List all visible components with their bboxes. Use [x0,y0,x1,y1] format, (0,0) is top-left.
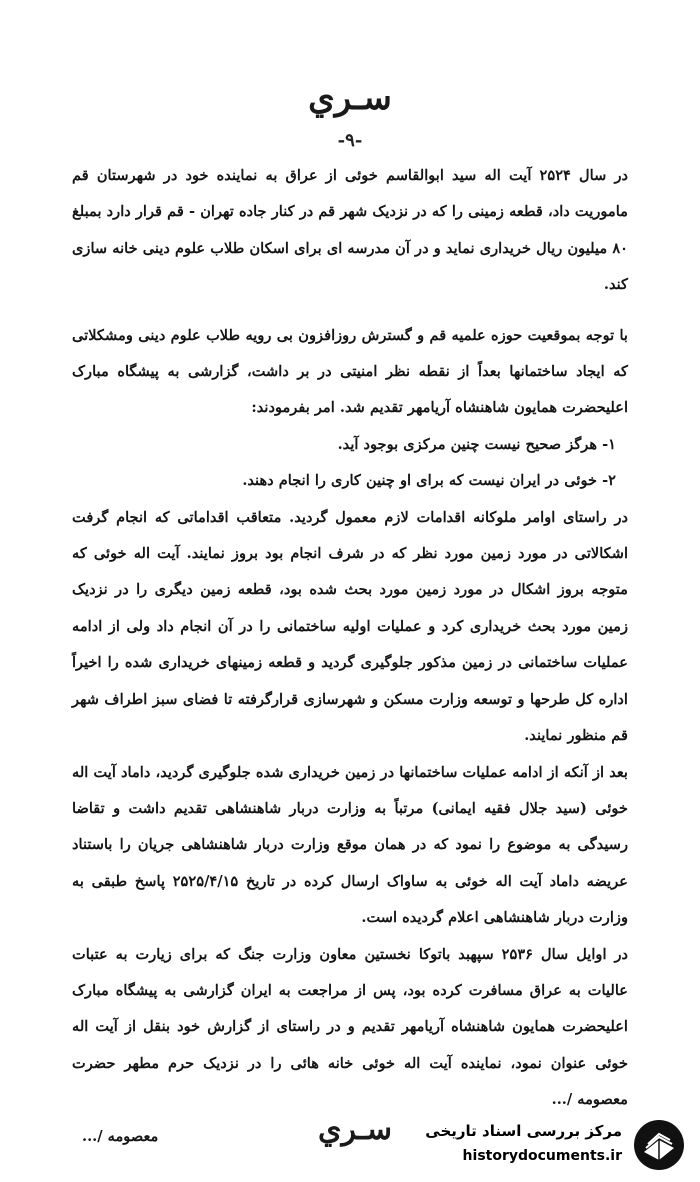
classification-stamp-bottom: سـري [318,1112,392,1147]
classification-stamp-top: سـري [308,78,392,118]
book-emblem-icon [632,1118,686,1172]
list-item: ۲- خوئی در ایران نیست که برای او چنین کاری را انجام دهند. [242,472,616,490]
paragraph: بعد از آنکه از ادامه عملیات ساختمانها در زمین خریداری شده جلوگیری گردید، داماد آیت اله خوئی (سید جلال فقیه ایمانی) مرتباً به وزارت دربار شاهنشاهی تقدیم داشت و تقاضا رسیدگی به موضوع را نمود که در همان موقع وزارت دربار شاهنشاهی جریان را باستناد عریضه داماد آیت اله خوئی به ساواک ارسال کرده در تاریخ ۲۵۲۵/۴/۱۵ پاسخ طبقی به وزارت دربار شاهنشاهی اعلام گردیده است. [72,763,628,927]
watermark-title: مرکز بررسی اسناد تاریخی [425,1122,622,1140]
paragraph: در راستای اوامر ملوکانه اقدامات لازم معمول گردید. متعاقب اقداماتی که انجام گرفت اشکالاتی در مورد زمین مورد نظر که در شرف انجام بود بروز نمایند. آیت اله خوئی که متوجه بروز اشکال در مورد زمین مورد بحث شده بود، قطعه زمین دیگری را در نزدیک زمین مورد بحث خریداری کرد و عملیات اولیه ساختمانی را در آن انجام داد ولی از ادامه عملیات ساختمانی در زمین مذکور جلوگیری گردید و قطعه زمینهای خریداری شده را اخیراً اداره کل طرحها و توسعه وزارت مسکن و شهرسازی قرارگرفته تا فضای سبز اطراف شهر قم منظور نمایند. [72,508,628,745]
paragraph: در اوایل سال ۲۵۳۶ سپهبد باتوکا نخستین معاون وزارت جنگ که برای زیارت به عتبات عالیات به عراق مسافرت کرده بود، پس از مراجعت به ایران گزارشی به پیشگاه مبارک اعلیحضرت همایون شاهنشاه آریامهر تقدیم و در راستای از گزارش خود بنقل از آیت اله خوئی عنوان نمود، نماینده آیت اله خوئی خانه هائی را در نزدیک حرم مطهر حضرت معصومه /... [72,945,628,1109]
page-number: -٩- [337,130,363,151]
paragraph: با توجه بموقعیت حوزه علمیه قم و گسترش روزافزون بی رویه طلاب علوم دینی ومشکلاتی که ایجاد ساختمانها بعداً از نقطه نظر امنیتی در بر داشت، گزارشی به پیشگاه مبارک اعلیحضرت همایون شاهنشاه آریامهر تقدیم شد. امر بفرمودند: [72,326,628,417]
archive-watermark [425,1118,692,1174]
watermark-url: historydocuments.ir [462,1148,622,1164]
document-body [72,158,628,1155]
list-item: ۱- هرگز صحیح نیست چنین مرکزی بوجود آید. [337,435,616,453]
paragraph: در سال ۲۵۲۴ آیت اله سید ابوالقاسم خوئی از عراق به نماینده خود در شهرستان قم ماموریت داد، قطعه زمینی را که در نزدیک شهر قم در کنار جاده تهران - قم قرار دارد بمبلغ ۸۰ میلیون ریال خریداری نماید و در آن مدرسه ای برای اسکان طلاب علوم دینی خانه سازی کند. [72,167,628,294]
continuation-marker: .../ معصومه [82,1127,159,1145]
